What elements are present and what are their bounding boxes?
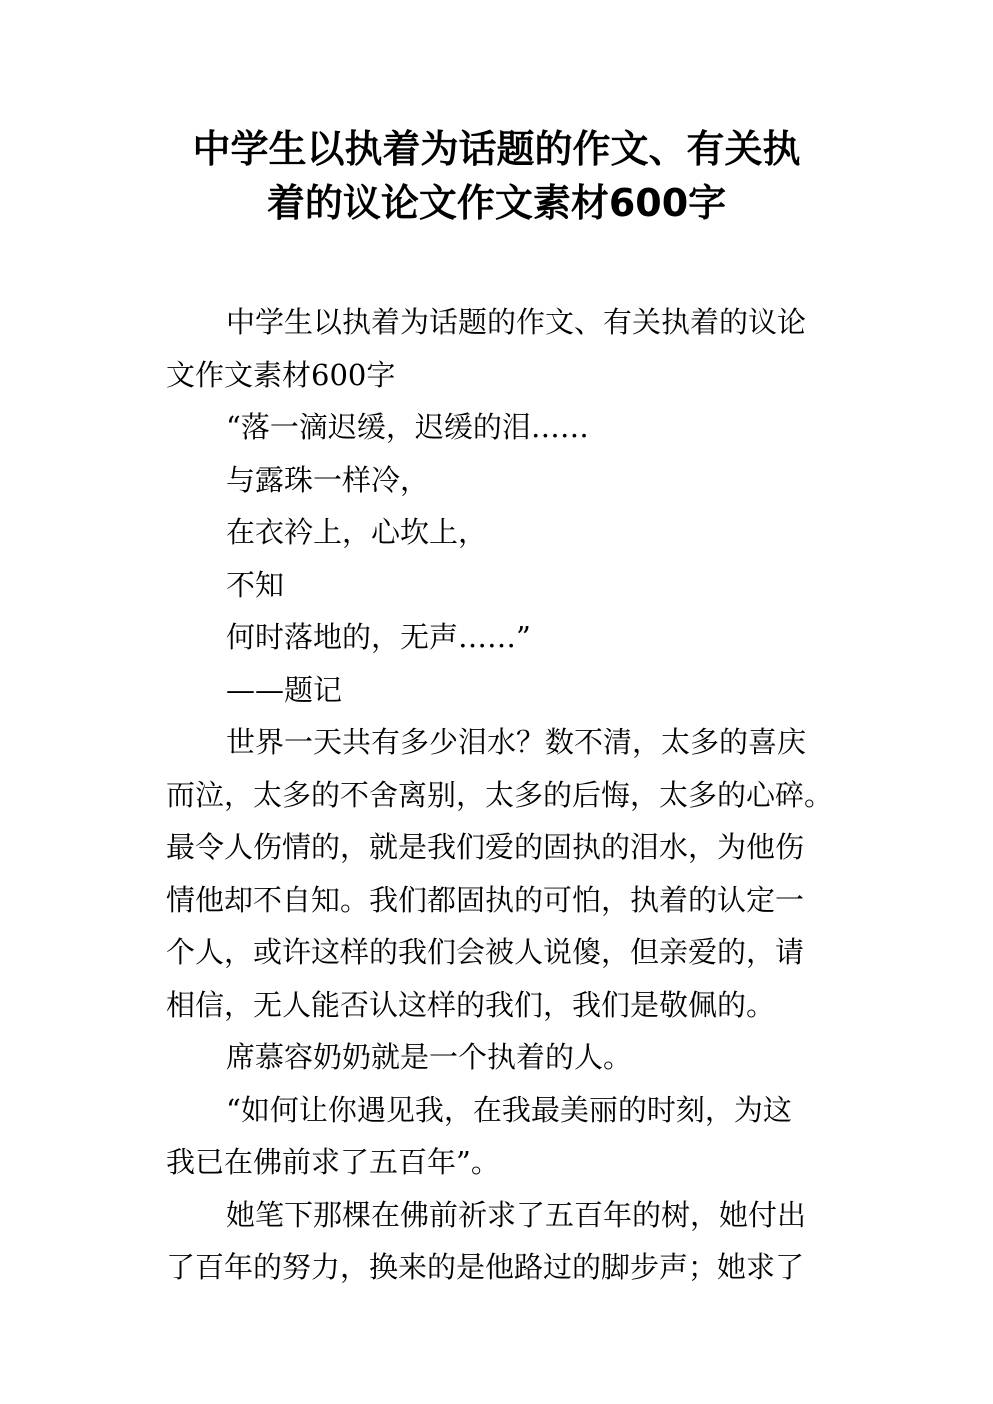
paragraph [166, 506, 836, 559]
paragraph-line: 而泣，太多的不舍离别，太多的后悔，太多的心碎。 [166, 777, 834, 812]
document-body [166, 296, 836, 1294]
paragraph [166, 1189, 836, 1294]
paragraph-line: 她笔下那棵在佛前祈求了五百年的树，她付出 [226, 1197, 807, 1232]
paragraph-line: 何时落地的，无声……” [226, 620, 531, 654]
paragraph-line: 在衣衿上，心坎上， [226, 515, 488, 549]
paragraph-line: 不知 [226, 567, 285, 602]
paragraph-line: 文作文素材600字 [166, 357, 396, 392]
paragraph-line: “落一滴迟缓，迟缓的泪…… [226, 410, 589, 444]
paragraph-line: 与露珠一样冷， [226, 462, 430, 497]
paragraph [166, 1031, 836, 1084]
paragraph-line: 相信，无人能否认这样的我们，我们是敬佩的。 [166, 987, 776, 1022]
paragraph-line: 席慕容奶奶就是一个执着的人。 [226, 1040, 633, 1074]
title-line: 中学生以执着为话题的作文、有关执 [192, 127, 801, 171]
paragraph-line: ——题记 [226, 672, 343, 707]
paragraph-line: 中学生以执着为话题的作文、有关执着的议论 [226, 305, 807, 339]
paragraph-line: 情他却不自知。我们都固执的可怕，执着的认定一 [166, 882, 805, 917]
paragraph [166, 664, 836, 717]
paragraph-line: 了百年的努力，换来的是他路过的脚步声；她求了 [166, 1250, 805, 1284]
paragraph-line: 我已在佛前求了五百年”。 [166, 1145, 500, 1179]
paragraph-line: 世界一天共有多少泪水？数不清，太多的喜庆 [226, 725, 807, 759]
paragraph [166, 716, 836, 1031]
paragraph [166, 454, 836, 507]
title-line: 着的议论文作文素材600字 [266, 181, 727, 225]
paragraph [166, 611, 836, 664]
paragraph [166, 401, 836, 454]
paragraph-line: 最令人伤情的，就是我们爱的固执的泪水，为他伤 [166, 830, 805, 864]
paragraph [166, 1084, 836, 1189]
paragraph-line: “如何让你遇见我，在我最美丽的时刻，为这 [226, 1092, 792, 1127]
paragraph-line: 个人，或许这样的我们会被人说傻，但亲爱的，请 [166, 935, 805, 969]
paragraph [166, 296, 836, 401]
paragraph [166, 559, 836, 612]
document-title [150, 122, 843, 230]
